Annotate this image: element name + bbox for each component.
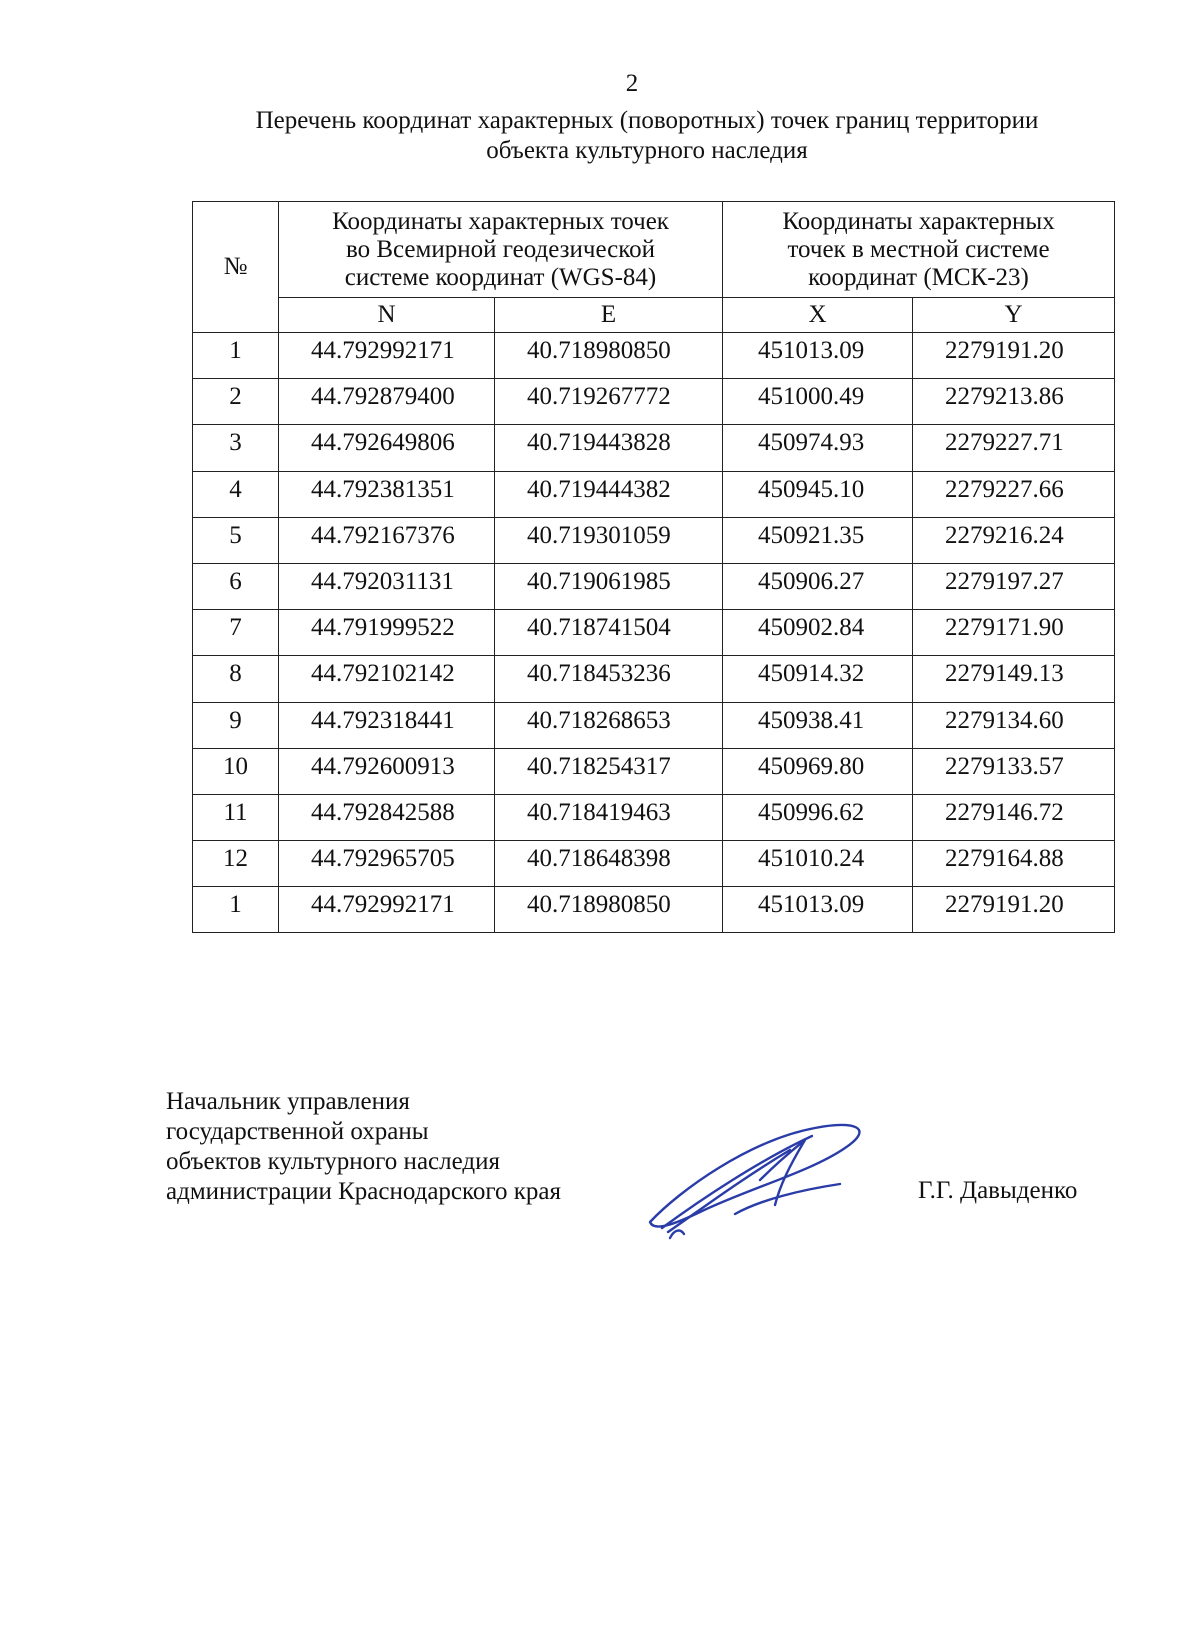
cell-point-number: 9 [193,702,279,748]
cell-x: 450914.32 [723,656,913,702]
cell-y: 2279149.13 [913,656,1115,702]
page-number: 2 [625,70,639,97]
cell-n: 44.792102142 [279,656,495,702]
signatory-position-line-4: администрации Краснодарского края [166,1178,562,1205]
cell-y: 2279227.71 [913,425,1115,471]
header-x: X [723,298,913,333]
header-wgs84-line-1: Координаты характерных точек [332,207,669,235]
cell-e: 40.719267772 [495,379,723,425]
cell-point-number: 6 [193,563,279,609]
cell-x: 450938.41 [723,702,913,748]
cell-y: 2279191.20 [913,333,1115,379]
cell-n: 44.792031131 [279,563,495,609]
table-row [193,702,1115,748]
cell-y: 2279213.86 [913,379,1115,425]
table-row [193,517,1115,563]
table-row [193,471,1115,517]
cell-y: 2279227.66 [913,471,1115,517]
cell-e: 40.718980850 [495,333,723,379]
cell-e: 40.719301059 [495,517,723,563]
cell-x: 451013.09 [723,333,913,379]
document-title-line-1: Перечень координат характерных (поворотных) точек границ территории [255,107,1039,134]
header-msk23-line-1: Координаты характерных [782,207,1055,235]
cell-x: 450902.84 [723,610,913,656]
cell-e: 40.718980850 [495,887,723,933]
header-e: E [495,298,723,333]
header-n: N [279,298,495,333]
cell-n: 44.791999522 [279,610,495,656]
table-row [193,794,1115,840]
signatory-position-line-2: государственной охраны [166,1118,429,1145]
cell-point-number: 11 [193,794,279,840]
cell-y: 2279197.27 [913,563,1115,609]
cell-e: 40.719443828 [495,425,723,471]
cell-e: 40.718419463 [495,794,723,840]
cell-point-number: 3 [193,425,279,471]
signatory-name: Г.Г. Давыденко [918,1177,1078,1204]
coordinates-table [192,201,1115,933]
cell-x: 451000.49 [723,379,913,425]
table-row [193,887,1115,933]
cell-n: 44.792992171 [279,333,495,379]
header-wgs84-line-3: системе координат (WGS-84) [344,263,657,291]
cell-y: 2279191.20 [913,887,1115,933]
signatory-position-line-1: Начальник управления [166,1088,410,1115]
cell-x: 450996.62 [723,794,913,840]
cell-y: 2279171.90 [913,610,1115,656]
cell-y: 2279134.60 [913,702,1115,748]
header-msk23 [723,202,1115,298]
signatory-position [166,1087,561,1207]
cell-point-number: 4 [193,471,279,517]
table-row [193,333,1115,379]
cell-n: 44.792649806 [279,425,495,471]
cell-n: 44.792992171 [279,887,495,933]
document-title-line-2: объекта культурного наследия [486,137,808,164]
cell-n: 44.792600913 [279,748,495,794]
cell-n: 44.792965705 [279,841,495,887]
cell-point-number: 7 [193,610,279,656]
cell-x: 451010.24 [723,841,913,887]
header-msk23-line-3: координат (МСК-23) [808,263,1029,291]
table-row [193,610,1115,656]
handwritten-signature [640,1110,900,1250]
cell-n: 44.792879400 [279,379,495,425]
cell-point-number: 2 [193,379,279,425]
table-row [193,425,1115,471]
cell-x: 450945.10 [723,471,913,517]
table-row [193,748,1115,794]
cell-x: 450906.27 [723,563,913,609]
cell-n: 44.792381351 [279,471,495,517]
cell-point-number: 8 [193,656,279,702]
cell-y: 2279133.57 [913,748,1115,794]
table-row [193,379,1115,425]
cell-point-number: 1 [193,333,279,379]
table-body [193,333,1115,933]
cell-n: 44.792842588 [279,794,495,840]
cell-y: 2279216.24 [913,517,1115,563]
cell-point-number: 10 [193,748,279,794]
cell-e: 40.718741504 [495,610,723,656]
header-wgs84 [279,202,723,298]
cell-y: 2279164.88 [913,841,1115,887]
cell-e: 40.718648398 [495,841,723,887]
signatory-position-line-3: объектов культурного наследия [166,1148,500,1175]
cell-y: 2279146.72 [913,794,1115,840]
document-title [170,106,1124,166]
cell-n: 44.792318441 [279,702,495,748]
cell-x: 450921.35 [723,517,913,563]
cell-x: 450974.93 [723,425,913,471]
table-row [193,563,1115,609]
cell-point-number: 12 [193,841,279,887]
cell-point-number: 1 [193,887,279,933]
header-y: Y [913,298,1115,333]
table-row [193,656,1115,702]
cell-n: 44.792167376 [279,517,495,563]
cell-x: 451013.09 [723,887,913,933]
cell-e: 40.718453236 [495,656,723,702]
header-number: № [193,202,279,333]
header-wgs84-line-2: во Всемирной геодезической [345,235,656,263]
header-msk23-line-2: точек в местной системе [787,235,1050,263]
cell-e: 40.718254317 [495,748,723,794]
cell-point-number: 5 [193,517,279,563]
cell-x: 450969.80 [723,748,913,794]
cell-e: 40.718268653 [495,702,723,748]
cell-e: 40.719444382 [495,471,723,517]
table-row [193,841,1115,887]
cell-e: 40.719061985 [495,563,723,609]
